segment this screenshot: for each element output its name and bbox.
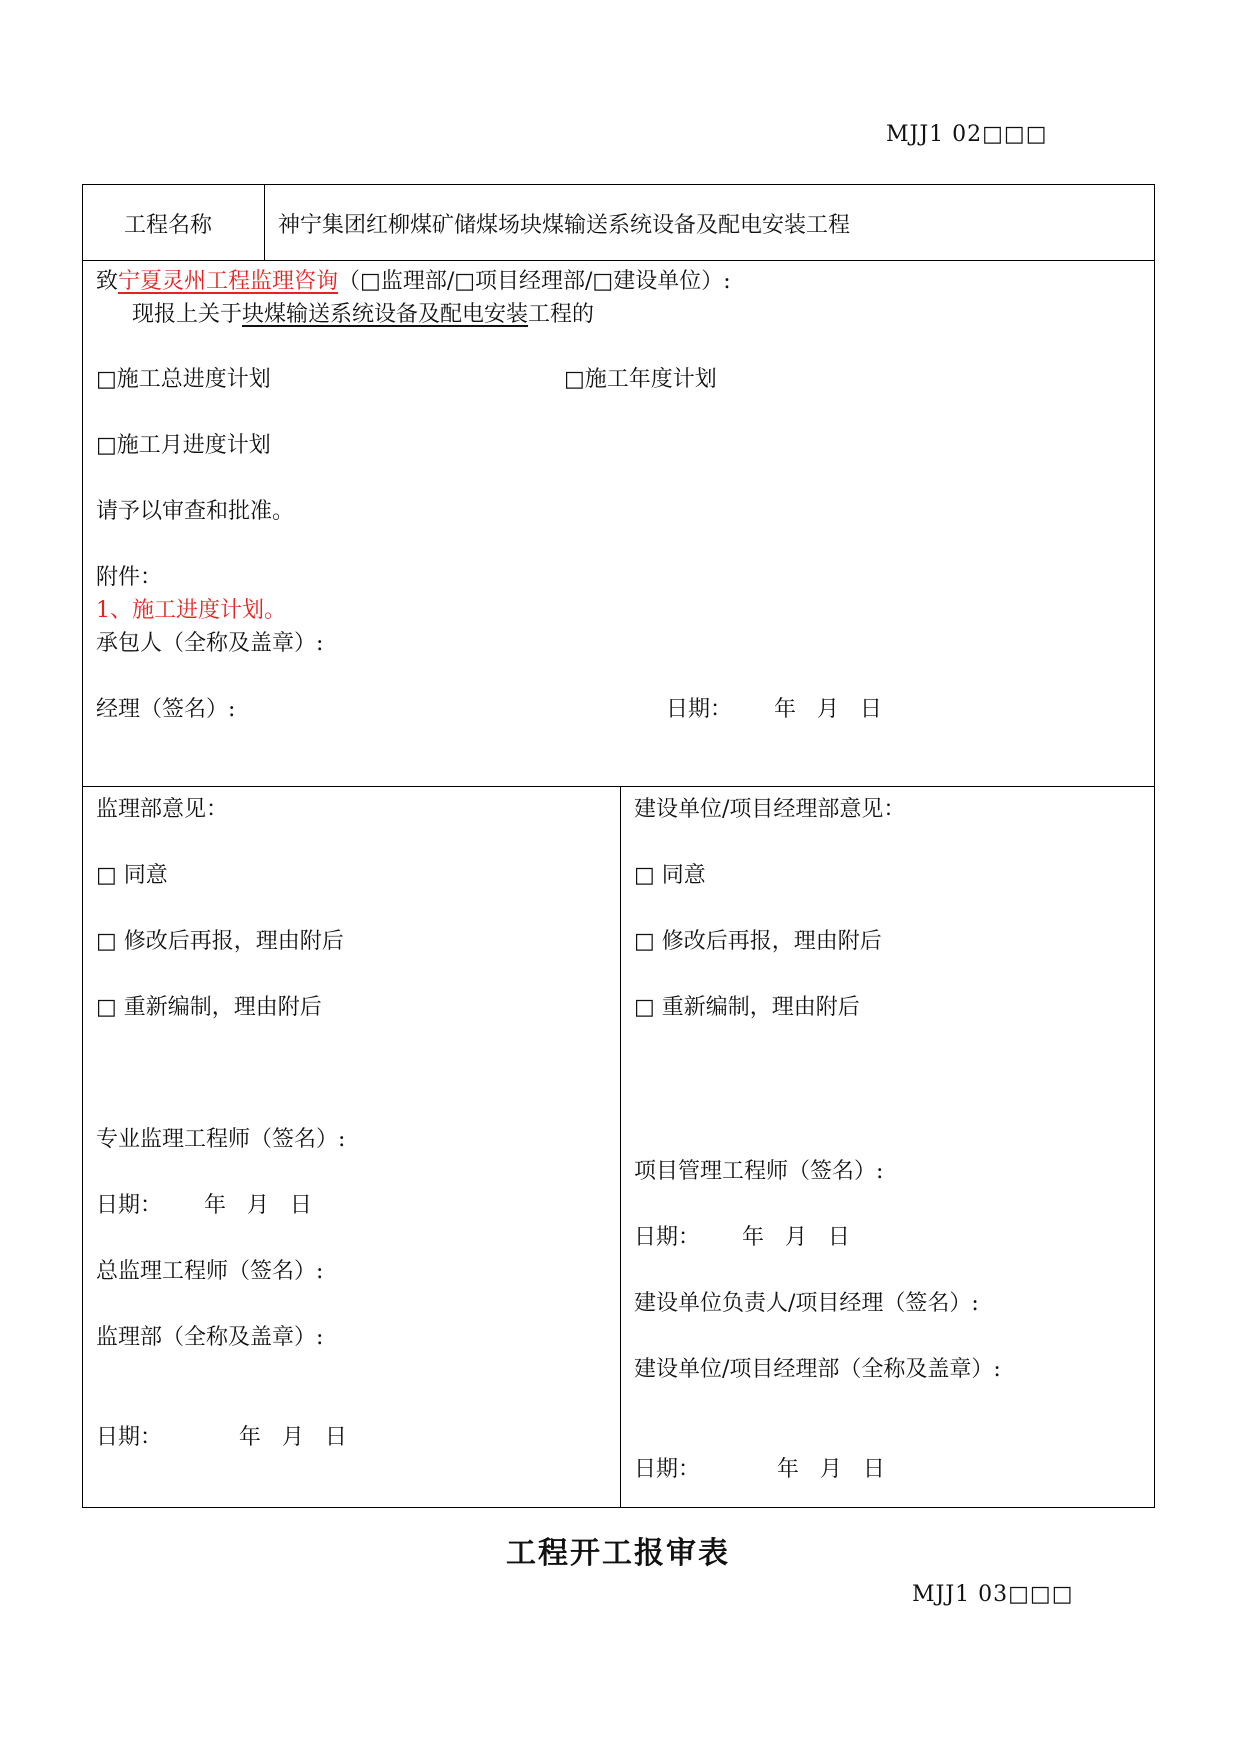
chief-engineer-signature: 总监理工程师（签名）: [96,1259,324,1284]
owner-leader-signature: 建设单位负责人/项目经理（签名）: [634,1291,979,1316]
report-suffix: 工程的 [528,302,595,327]
owner-dept-seal: 建设单位/项目经理部（全称及盖章）: [634,1357,1001,1382]
sup-engineer-signature: 专业监理工程师（签名）: [96,1127,346,1152]
supervision-opinion-title: 监理部意见： [96,797,229,822]
recipient-options: （□监理部/□项目经理部/□建设单位）: [338,269,731,294]
report-prefix: 现报上关于 [132,302,243,327]
project-name-value: 神宁集团红柳煤矿储煤场块煤输送系统设备及配电安装工程 [278,213,851,238]
form-code-2: MJJ1 03□□□ [912,1582,1074,1607]
col-divider [264,184,265,260]
project-name-label: 工程名称 [124,213,213,238]
row-divider [82,260,1155,261]
request-text: 请予以审查和批准。 [96,499,295,524]
row-divider [82,786,1155,787]
report-line [132,297,594,328]
checkbox-plan-month[interactable]: □施工月进度计划 [96,433,271,458]
col-divider [620,786,621,1508]
attachments-label: 附件： [96,565,163,590]
report-subject: 块煤输送系统设备及配电安装 [242,302,529,327]
recipient-name: 宁夏灵州工程监理咨询 [118,269,339,294]
form-code: MJJ1 02□□□ [886,122,1048,147]
attachment-item: 1、施工进度计划。 [96,598,286,623]
manager-signature-label: 经理（签名）: [96,697,236,722]
own-checkbox-redo[interactable]: □ 重新编制，理由附后 [634,995,860,1020]
checkbox-plan-total[interactable]: □施工总进度计划 [96,367,271,392]
own-date-1: 日期： 年 月 日 [634,1225,850,1250]
to-prefix: 致 [96,269,119,294]
own-checkbox-revise[interactable]: □ 修改后再报，理由附后 [634,929,882,954]
owner-opinion-title: 建设单位/项目经理部意见： [634,797,906,822]
date-field: 日期： 年 月 日 [666,697,882,722]
sup-dept-seal: 监理部（全称及盖章）: [96,1325,324,1350]
pm-engineer-signature: 项目管理工程师（签名）: [634,1159,884,1184]
contractor-label: 承包人（全称及盖章）: [96,631,324,656]
sup-checkbox-revise[interactable]: □ 修改后再报，理由附后 [96,929,344,954]
sup-checkbox-redo[interactable]: □ 重新编制，理由附后 [96,995,322,1020]
sup-checkbox-agree[interactable]: □ 同意 [96,863,168,888]
sup-date-1: 日期： 年 月 日 [96,1193,312,1218]
own-checkbox-agree[interactable]: □ 同意 [634,863,706,888]
own-date-2: 日期： 年 月 日 [634,1457,885,1482]
sup-date-2: 日期： 年 月 日 [96,1425,347,1450]
checkbox-plan-year[interactable]: □施工年度计划 [564,367,717,392]
recipient-line [96,264,731,295]
page-title: 工程开工报审表 [506,1536,730,1571]
